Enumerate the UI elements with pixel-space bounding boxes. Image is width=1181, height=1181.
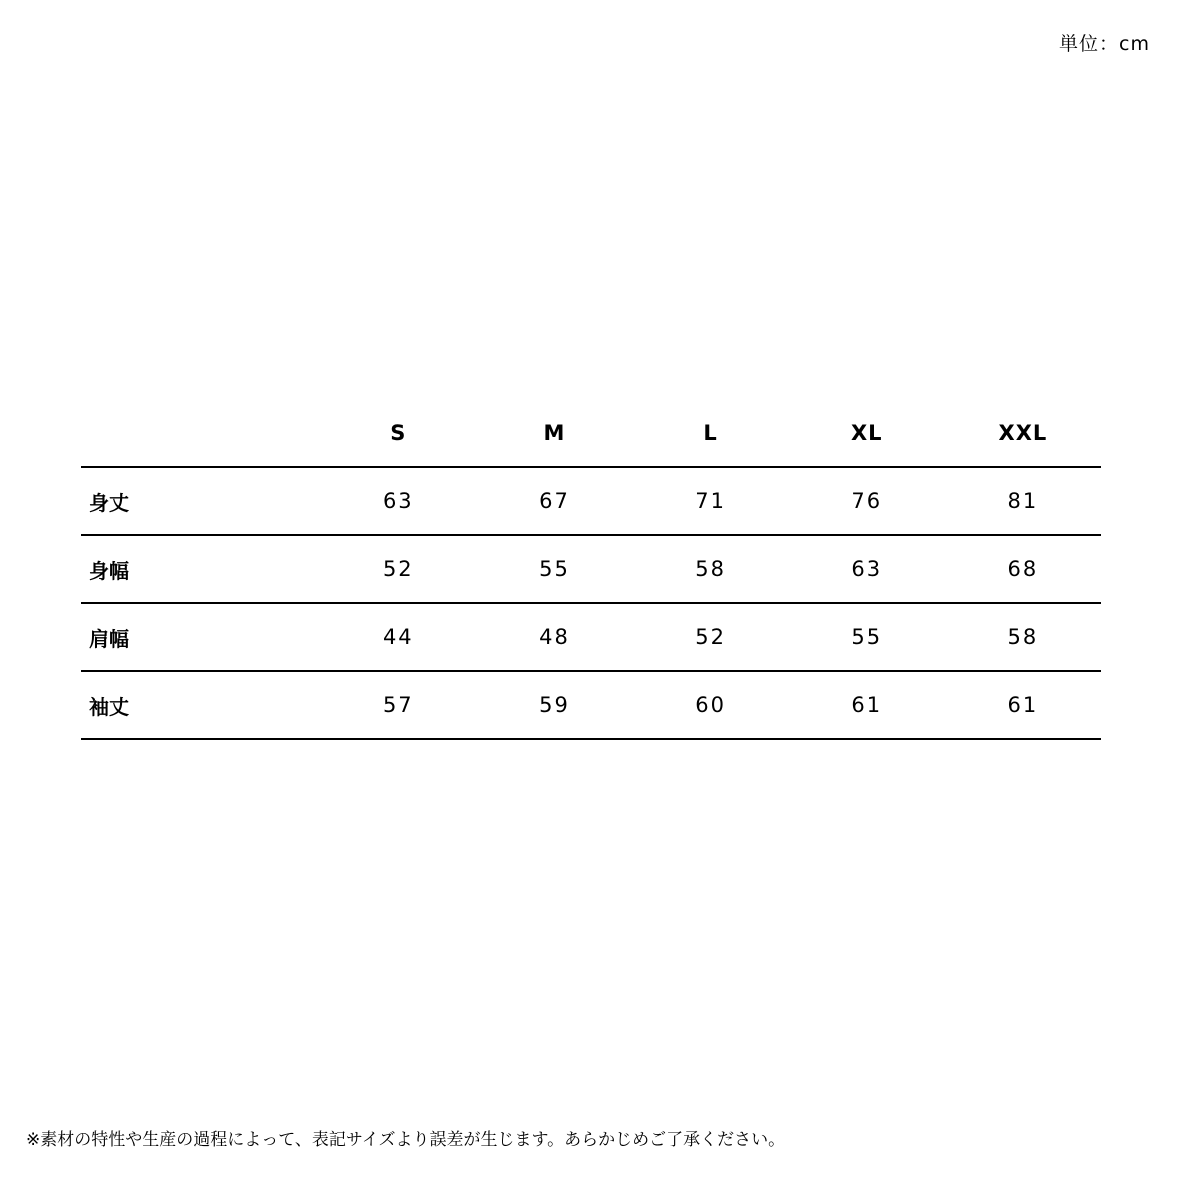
table-row xyxy=(81,467,1101,535)
row-label: 身幅 xyxy=(81,535,320,603)
table-cell: 63 xyxy=(320,467,476,535)
table-cell: 76 xyxy=(789,467,945,535)
table-row xyxy=(81,671,1101,739)
table-cell: 55 xyxy=(789,603,945,671)
row-label: 袖丈 xyxy=(81,671,320,739)
footnote-disclaimer: ※素材の特性や生産の過程によって、表記サイズより誤差が生じます。あらかじめご了承ください。 xyxy=(26,1130,786,1150)
table-cell: 58 xyxy=(945,603,1101,671)
table-cell: 61 xyxy=(945,671,1101,739)
table-cell: 57 xyxy=(320,671,476,739)
table-cell: 58 xyxy=(633,535,789,603)
table-cell: 48 xyxy=(476,603,632,671)
header-cell-xl: XL xyxy=(789,400,945,467)
size-chart-body xyxy=(81,467,1101,739)
table-cell: 59 xyxy=(476,671,632,739)
unit-label: 単位：cm xyxy=(1059,33,1150,55)
size-chart-header xyxy=(81,400,1101,467)
header-cell-s: S xyxy=(320,400,476,467)
table-cell: 52 xyxy=(320,535,476,603)
table-cell: 63 xyxy=(789,535,945,603)
header-row xyxy=(81,400,1101,467)
table-row xyxy=(81,535,1101,603)
table-cell: 81 xyxy=(945,467,1101,535)
table-cell: 44 xyxy=(320,603,476,671)
table-cell: 52 xyxy=(633,603,789,671)
table-cell: 68 xyxy=(945,535,1101,603)
row-label: 身丈 xyxy=(81,467,320,535)
table-cell: 67 xyxy=(476,467,632,535)
table-cell: 55 xyxy=(476,535,632,603)
header-cell-xxl: XXL xyxy=(945,400,1101,467)
row-label: 肩幅 xyxy=(81,603,320,671)
table-cell: 60 xyxy=(633,671,789,739)
table-cell: 61 xyxy=(789,671,945,739)
table-cell: 71 xyxy=(633,467,789,535)
size-chart-table xyxy=(81,400,1101,740)
header-cell-l: L xyxy=(633,400,789,467)
header-cell-empty xyxy=(81,400,320,467)
table-row xyxy=(81,603,1101,671)
header-cell-m: M xyxy=(476,400,632,467)
